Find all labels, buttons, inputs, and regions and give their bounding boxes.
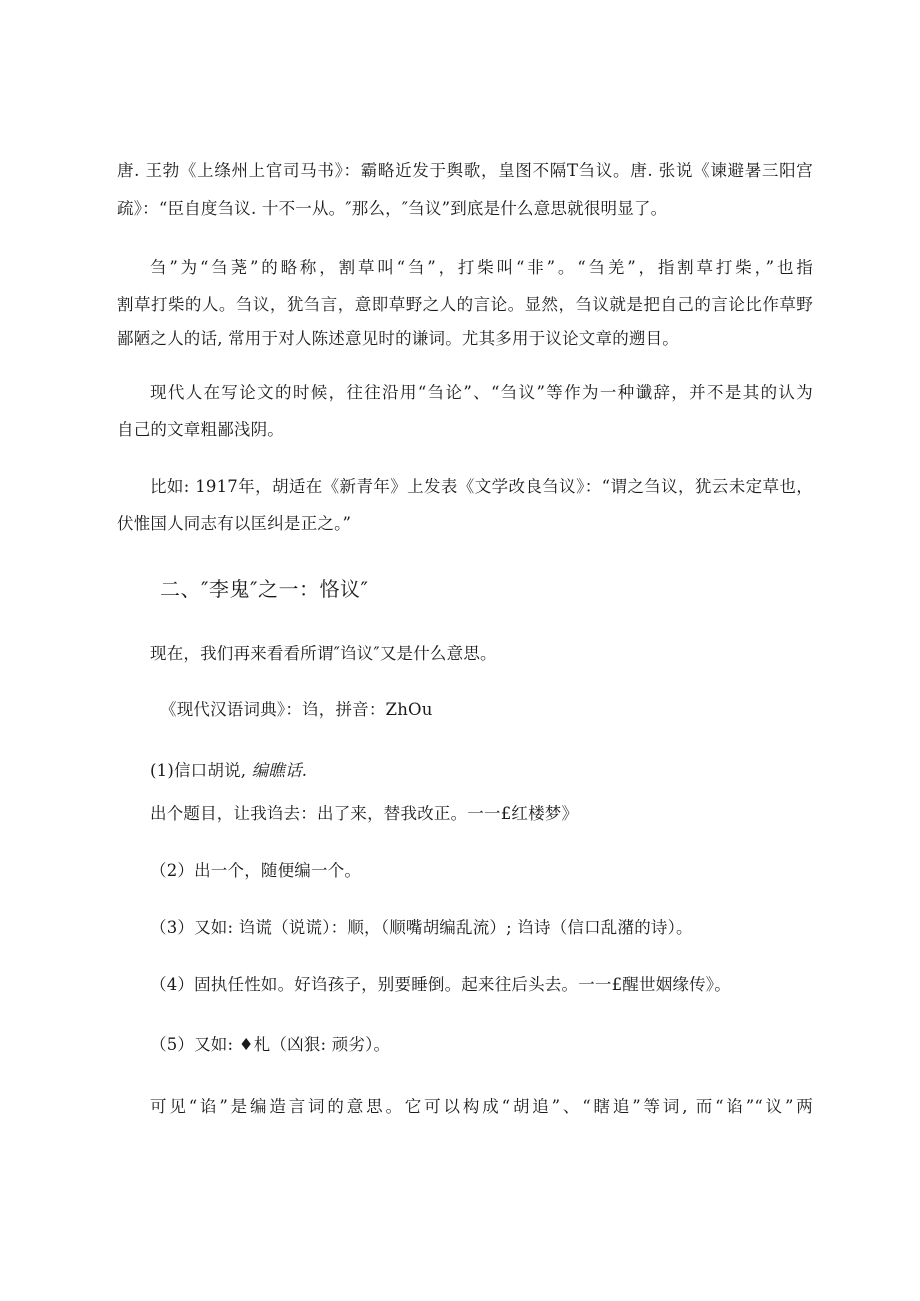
definition-1-italic: 编瞧话. bbox=[251, 761, 308, 780]
definition-2: （2）出一个，随便编一个。 bbox=[150, 861, 362, 880]
paragraph-3-line-1: 现代人在写论文的时候，往往沿用“刍论”、“刍议”等作为一种谶辞，并不是其的认为 bbox=[150, 383, 813, 402]
paragraph-1-line-1: 唐. 王勃《上绦州上官司马书》：霸略近发于舆歌，皇图不隔T刍议。唐. 张说《谏避暑三阳宫 bbox=[117, 161, 813, 180]
section-heading: 二、″李鬼″之一：恪议″ bbox=[160, 577, 369, 601]
definition-1 bbox=[150, 760, 307, 782]
paragraph-4-line-1: 比如: 1917年，胡适在《新青年》上发表《文学改良刍议》：“谓之刍议，犹云未定草也， bbox=[150, 477, 813, 496]
paragraph-1-line-2: 疏》：“臣自度刍议. 十不一从。″那么，″刍议”到底是什么意思就很明显了。 bbox=[117, 199, 668, 218]
paragraph-2-line-3: 鄙陋之人的话, 常用于对人陈述意见时的谦词。尤其多用于议论文章的遡目。 bbox=[117, 329, 679, 348]
definition-5: （5）又如: ♦札（凶狠: 顽劣）。 bbox=[150, 1035, 391, 1054]
example-1: 出个题目，让我诌去：出了来，替我改正。一一£红楼梦》 bbox=[150, 804, 579, 823]
paragraph-2-line-2: 割草打柴的人。刍议，犹刍言，意即草野之人的言论。显然，刍议就是把自己的言论比作草野 bbox=[117, 295, 813, 314]
definition-4: （4）固执任性如。好诌孩子，别要睡倒。起来往后头去。一一£醒世姻缘传》。 bbox=[150, 975, 731, 994]
intro-line: 现在，我们再来看看所谓″诌议″又是什么意思。 bbox=[150, 644, 497, 663]
closing-line: 可见“谄”是编造言词的意思。它可以构成“胡追”、“瞎追”等词, 而“谄”“议”两 bbox=[150, 1097, 813, 1116]
definition-3: （3）又如: 诌谎（说谎）：顺，（顺嘴胡编乱流）; 诌诗（信口乱潴的诗）。 bbox=[150, 918, 693, 937]
dictionary-entry: 《现代汉语词典》：诌，拼音：ZhOu bbox=[160, 700, 433, 719]
paragraph-2-line-1: 刍”为“刍荛”的略称，割草叫“刍”，打柴叫“非”。“刍羌”，指割草打柴，”也指 bbox=[150, 258, 813, 277]
definition-1-text: (1)信口胡说, bbox=[150, 761, 247, 780]
paragraph-4-line-2: 伏惟国人同志有以匡纠是正之。” bbox=[117, 514, 352, 533]
paragraph-3-line-2: 自己的文章粗鄙浅阴。 bbox=[117, 420, 284, 439]
